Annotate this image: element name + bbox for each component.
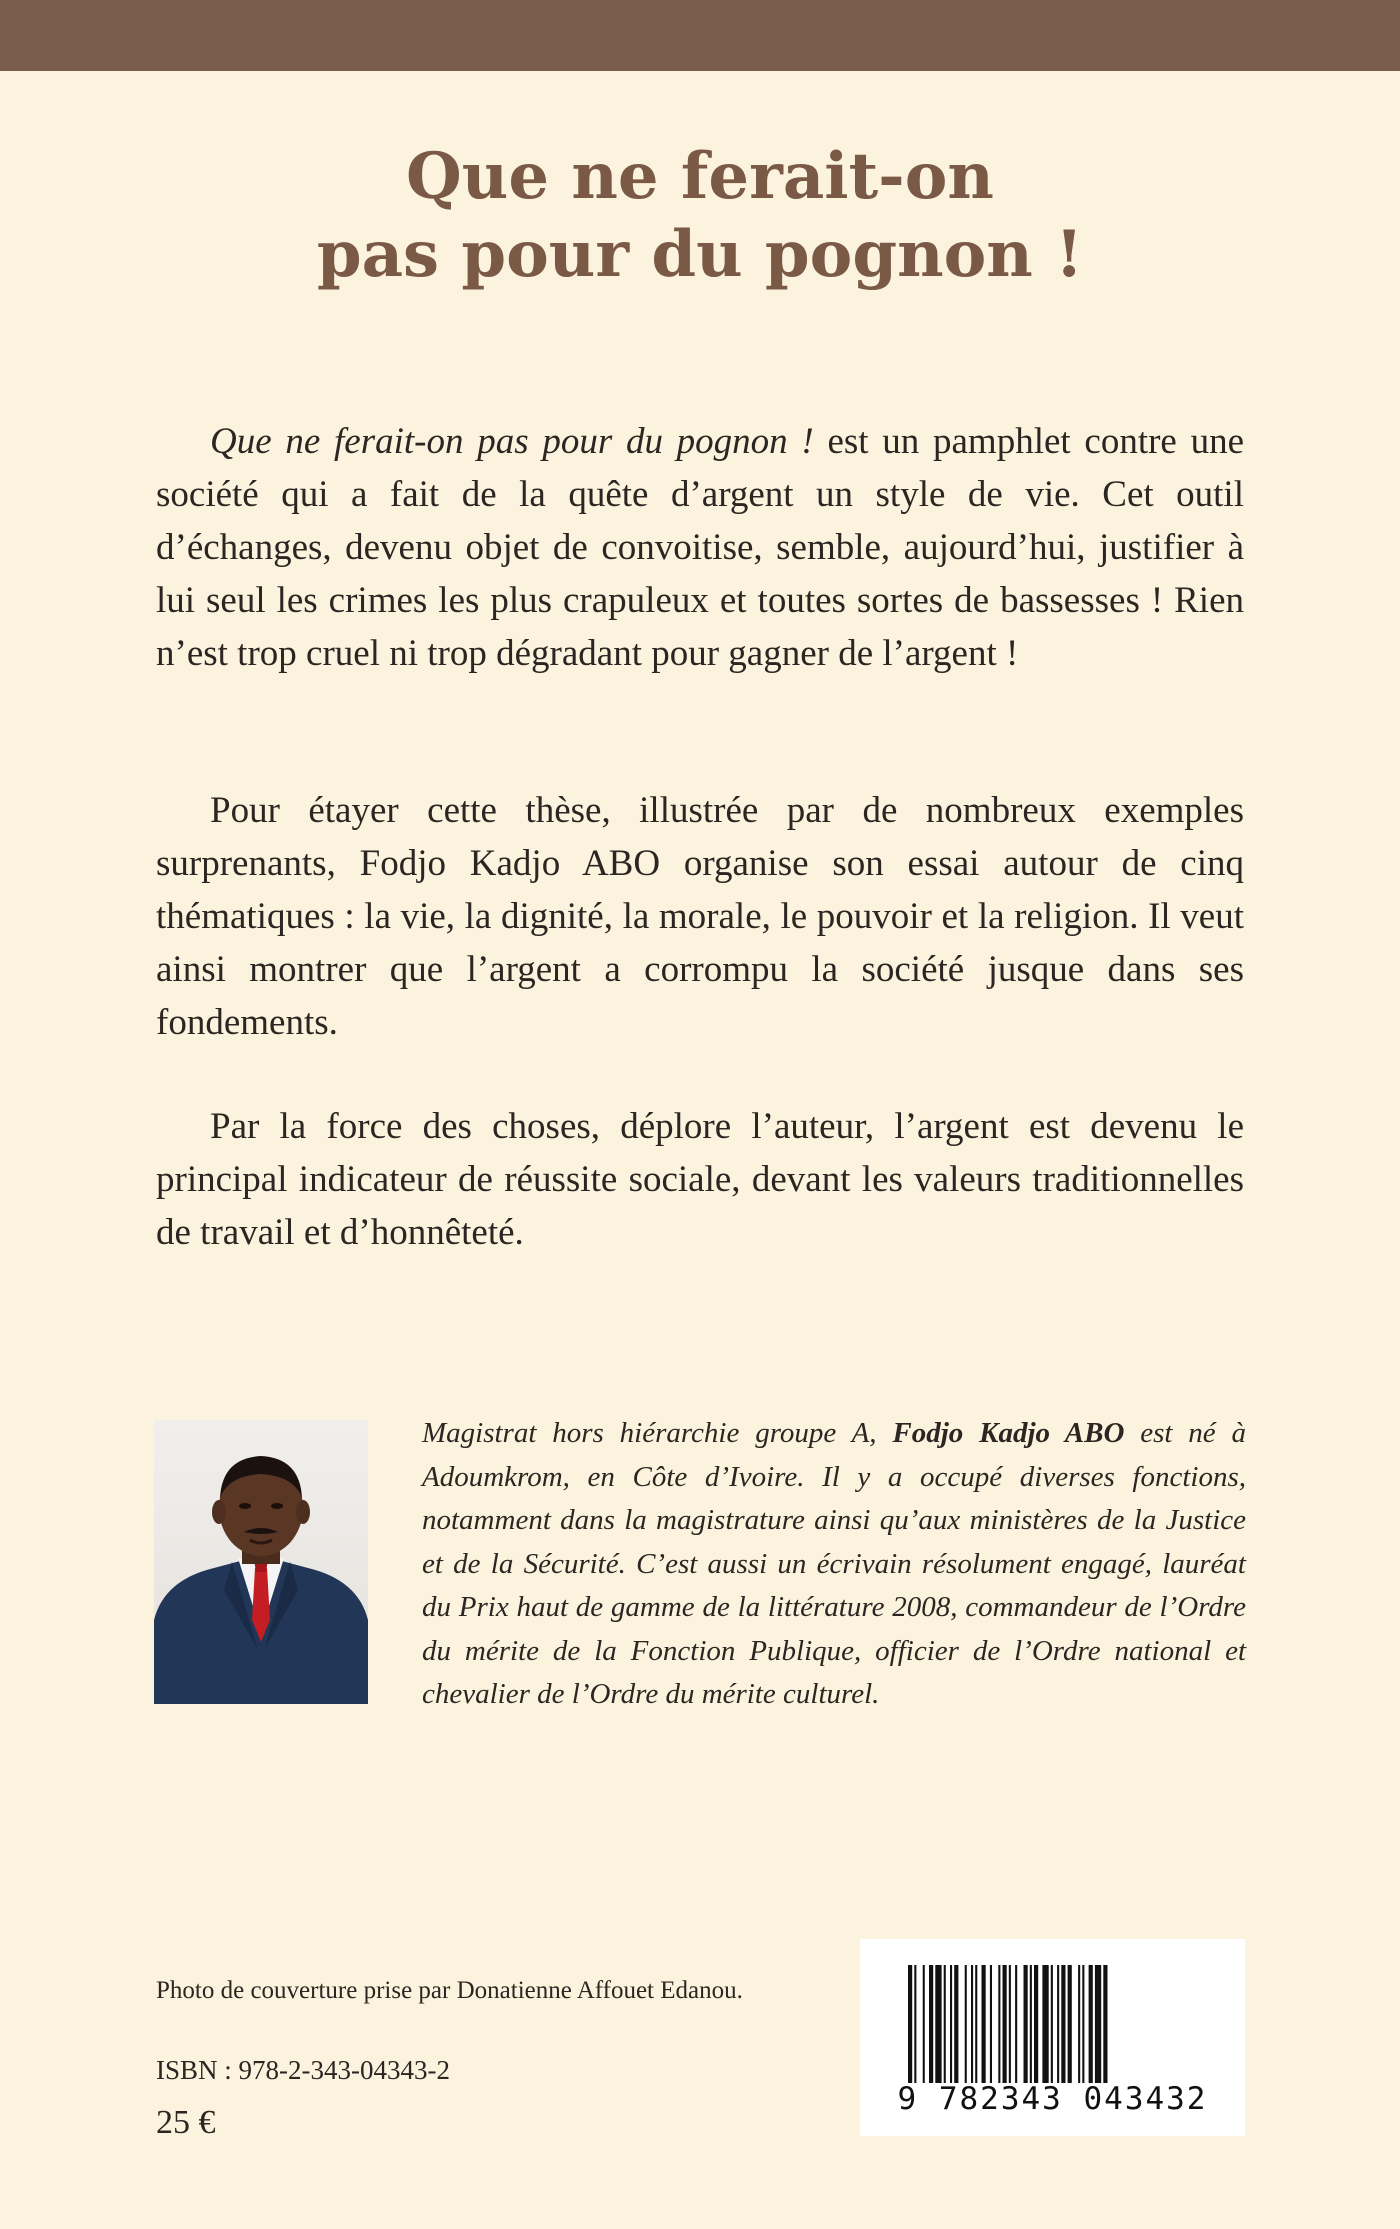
book-title-line-1: Que ne ferait-on [406, 139, 994, 214]
blurb-paragraph-1-text: est un pamphlet contre une société qui a fait de la quête d’argent un style de vie. Cet outil d’échanges, devenu objet de convoitise, semble, aujourd’hui, justifier à lui seul les crimes les plus crapuleux et toutes sortes de bassesses ! Rien n’est trop cruel ni trop dégradant pour gagner de l’argent ! [156, 421, 1245, 674]
author-photo [154, 1420, 368, 1704]
blurb-paragraph-3-text: Par la force des choses, déplore l’auteur, l’argent est devenu le principal indicateur de réussite sociale, devant les valeurs traditionnelles de travail et d’honnêteté. [156, 1106, 1244, 1253]
top-color-band [0, 0, 1400, 71]
blurb-paragraph-2 [156, 784, 1244, 1049]
author-portrait-illustration [154, 1420, 368, 1704]
barcode [860, 1939, 1245, 2136]
author-bio-intro: Magistrat hors hiérarchie groupe A, [422, 1417, 893, 1449]
author-name: Fodjo Kadjo ABO [892, 1417, 1125, 1449]
blurb-paragraph-1 [156, 415, 1244, 680]
author-bio-text: est né à Adoumkrom, en Côte d’Ivoire. Il y a occupé diverses fonctions, notamment dans la magistrature ainsi qu’aux ministères de la Justice et de la Sécurité. C’est aussi un écrivain résolument engagé, lauréat du Prix haut de gamme de la littérature 2008, commandeur de l’Ordre du mérite de la Fonction Publique, officier de l’Ordre national et chevalier de l’Ordre du mérite culturel. [422, 1417, 1247, 1710]
photo-credit: Photo de couverture prise par Donatienne Affouet Edanou. [156, 1977, 743, 2004]
isbn-number: ISBN : 978-2-343-04343-2 [156, 2055, 450, 2085]
barcode-digits: 9 782343 043432 [897, 2081, 1208, 2117]
book-title [0, 138, 1400, 294]
blurb-paragraph-2-text: Pour étayer cette thèse, illustrée par de nombreux exemples surprenants, Fodjo Kadjo ABO organise son essai autour de cinq thématiques : la vie, la dignité, la morale, le pouvoir et la religion. Il veut ainsi montrer que l’argent a corrompu la société jusque dans ses fondements. [156, 790, 1244, 1043]
book-title-line-2: pas pour du pognon ! [316, 217, 1084, 292]
blurb-paragraph-3 [156, 1100, 1244, 1259]
blurb-title-italic: Que ne ferait-on pas pour du pognon ! [210, 421, 814, 462]
author-biography [422, 1412, 1246, 1717]
price-label: 25 € [156, 2104, 216, 2141]
